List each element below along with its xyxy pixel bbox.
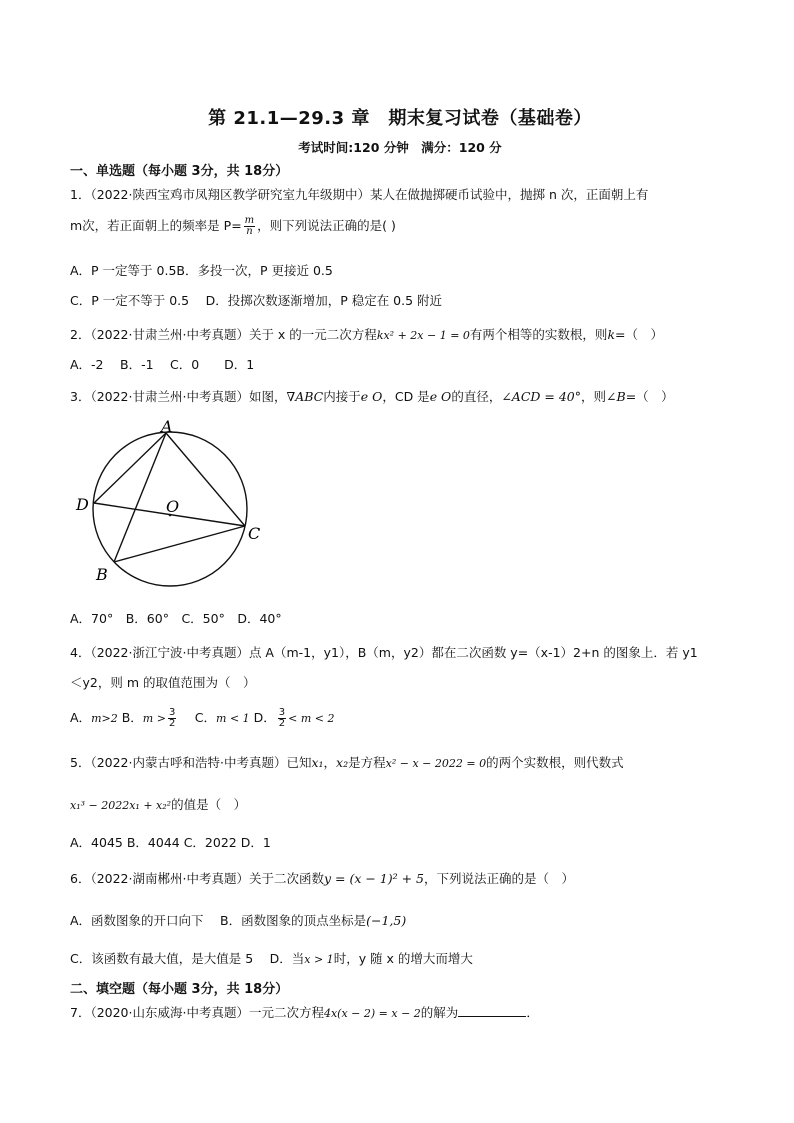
q4-opt-d-den: 2 xyxy=(278,718,286,729)
q6-vertex: (−1,5) xyxy=(366,913,407,928)
q4-opt-b-frac xyxy=(168,708,176,729)
q1-frac-num: m xyxy=(244,215,255,226)
q7-stem xyxy=(70,1004,539,1023)
q3-triangle: ∇ABC xyxy=(286,389,324,404)
q4-stem-line1: 4．（2022·浙江宁波·中考真题）点 A（m-1，y1），B（m，y2）都在二次函数 y=（x-1）2+n 的图象上．若 y1 xyxy=(70,645,698,660)
section-heading-fill-blank: 二、填空题（每小题 3分，共 18分） xyxy=(70,982,289,997)
q4-opt-b-num: 3 xyxy=(168,707,176,718)
q4-opt-d-num: 3 xyxy=(278,707,286,718)
q5-text-post: 的两个实数根，则代数式 xyxy=(486,755,624,770)
q5-text: 5．（2022·内蒙古呼和浩特·中考真题）已知 xyxy=(70,755,312,770)
q1-stem-line1: 1．（2022·陕西宝鸡市凤翔区教学研究室九年级期中）某人在做抛掷硬币试验中，抛掷 n 次，正面朝上有 xyxy=(70,187,649,202)
q2-options: A．-2 B．-1 C．0 D．1 xyxy=(70,357,255,372)
q7-text-post: 的解为 xyxy=(420,1005,459,1020)
q2-text-post: =（ ） xyxy=(615,327,663,342)
q1-options-cd: C．P 一定不等于 0.5 D．投掷次数逐渐增加，P 稳定在 0.5 附近 xyxy=(70,293,443,308)
q3-text-2: ，CD 是 xyxy=(382,389,430,404)
q5-equation: x² − x − 2022 = 0 xyxy=(385,757,487,770)
q1-options-ab: A．P 一定等于 0.5B．多投一次，P 更接近 0.5 xyxy=(70,263,333,278)
q7-answer-blank[interactable] xyxy=(458,1004,526,1017)
q5-expression-post: 的值是（ ） xyxy=(171,797,247,812)
q3-text: 3．（2022·甘肃兰州·中考真题）如图， xyxy=(70,389,287,404)
q7-equation: 4x(x − 2) = x − 2 xyxy=(323,1007,421,1020)
q6-stem xyxy=(70,870,574,888)
q6-opt-ab-text: A．函数图象的开口向下 B．函数图象的顶点坐标是 xyxy=(70,913,367,928)
q6-options-ab xyxy=(70,912,406,930)
q1-frac-den: n xyxy=(246,226,253,237)
q6-options-cd xyxy=(70,950,473,969)
label-a: A xyxy=(161,417,173,436)
q4-opt-b-lhs: m > xyxy=(142,712,166,725)
q6-text-post: ，下列说法正确的是（ ） xyxy=(424,871,575,886)
q5-stem xyxy=(70,754,624,773)
q3-text-4: ，则 xyxy=(581,389,607,404)
q3-text-post: =（ ） xyxy=(625,389,674,404)
q2-text: 2．（2022·甘肃兰州·中考真题）关于 x 的一元二次方程 xyxy=(70,327,377,342)
q5-comma: ， xyxy=(323,755,337,770)
q4-opt-d: < m < 2 xyxy=(288,712,335,725)
q6-text: 6．（2022·湖南郴州·中考真题）关于二次函数 xyxy=(70,871,324,886)
q1-text-post: ，则下列说法正确的是( ) xyxy=(257,218,396,233)
q3-circle-1: e O xyxy=(360,389,383,404)
q4-opt-d-label: D． xyxy=(249,710,276,725)
q2-variable-k: k xyxy=(607,327,616,342)
q2-stem xyxy=(70,326,663,345)
q3-angle: ∠ACD = 40° xyxy=(501,389,581,404)
q5-expression-line xyxy=(70,796,246,815)
q4-opt-c: m < 1 xyxy=(216,712,250,725)
q3-angle-b: ∠B xyxy=(606,389,626,404)
q2-equation: kx² + 2x − 1 = 0 xyxy=(376,329,470,342)
q1-fraction xyxy=(244,216,255,237)
q5-text-mid: 是方程 xyxy=(348,755,386,770)
q1-stem-line2 xyxy=(70,216,396,237)
q6-opt-d-post: 时，y 随 x 的增大而增大 xyxy=(333,951,473,966)
label-o: O xyxy=(166,497,180,516)
q3-text-1: 内接于 xyxy=(323,389,361,404)
q5-x1: x₁ xyxy=(311,755,324,770)
q3-options: A．70° B．60° C．50° D．40° xyxy=(70,611,282,626)
q5-expression: x₁³ − 2022x₁ + x₂² xyxy=(70,799,172,812)
exam-info: 考试时间:120 分钟 满分：120 分 xyxy=(298,140,502,155)
q7-text: 7．（2020·山东威海·中考真题）一元二次方程 xyxy=(70,1005,324,1020)
page-title: 第 21.1—29.3 章 期末复习试卷（基础卷） xyxy=(208,108,592,129)
q5-x2: x₂ xyxy=(336,755,349,770)
q3-circle-figure xyxy=(70,412,280,592)
q6-function: y = (x − 1)² + 5 xyxy=(323,871,425,886)
q1-text: m次，若正面朝上的频率是 P= xyxy=(70,218,242,233)
q4-opt-b-den: 2 xyxy=(168,718,176,729)
section-heading-single-choice: 一、单选题（每小题 3分，共 18分） xyxy=(70,164,289,179)
q4-opt-a-label: A． xyxy=(70,710,92,725)
q6-condition: x > 1 xyxy=(304,953,334,966)
q3-text-3: 的直径， xyxy=(451,389,502,404)
q2-text-mid: 有两个相等的实数根，则 xyxy=(469,327,608,342)
q4-options xyxy=(70,708,335,729)
q3-stem xyxy=(70,388,674,406)
label-b: B xyxy=(96,565,108,584)
label-c: C xyxy=(248,524,261,543)
q3-circle-2: e O xyxy=(429,389,452,404)
q4-opt-c-label: C． xyxy=(178,710,217,725)
q4-stem-line2: ＜y2，则 m 的取值范围为（ ） xyxy=(70,675,256,690)
q4-opt-d-frac xyxy=(278,708,286,729)
q4-opt-a: m>2 xyxy=(91,712,118,725)
q6-opt-cd-text: C．该函数有最大值，是大值是 5 D．当 xyxy=(70,951,305,966)
q7-end: ． xyxy=(526,1005,539,1020)
q4-opt-b-label: B． xyxy=(117,710,143,725)
q5-options: A．4045 B．4044 C．2022 D．1 xyxy=(70,835,271,850)
label-d: D xyxy=(76,495,89,514)
